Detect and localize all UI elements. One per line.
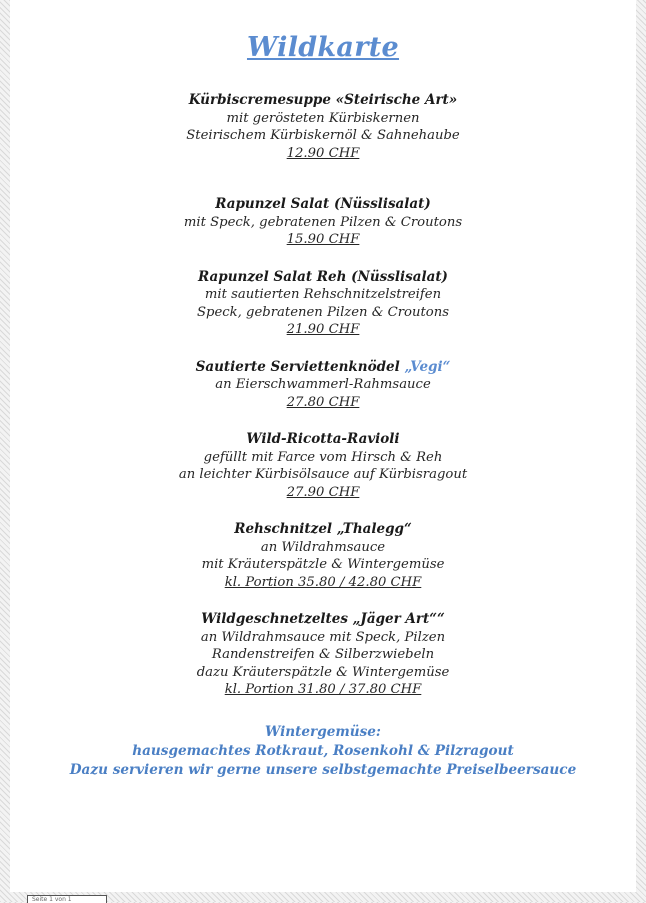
dish-item <box>10 92 636 162</box>
dish-item <box>10 269 636 339</box>
dish-name: Wildgeschnetzeltes „Jäger Art““ <box>201 611 445 627</box>
dish-description: Speck, gebratenen Pilzen & Croutons <box>197 304 449 320</box>
dish-description: an Wildrahmsauce <box>260 539 386 555</box>
dish-price: 27.80 CHF <box>286 394 360 410</box>
dish-list <box>10 92 636 780</box>
sauce-note: Dazu servieren wir gerne unsere selbstgemachte Preiselbeersauce <box>69 761 577 778</box>
dish-description: mit gerösteten Kürbiskernen <box>226 110 420 126</box>
dish-description: Steirischem Kürbiskernöl & Sahnehaube <box>186 128 460 143</box>
dish-name: Rapunzel Salat (Nüsslisalat) <box>215 196 431 212</box>
dish-item <box>10 359 636 412</box>
dish-item <box>10 611 636 699</box>
vegi-badge: „Vegi“ <box>404 358 451 375</box>
dish-description: mit sautierten Rehschnitzelstreifen <box>204 287 442 302</box>
dish-item <box>10 521 636 591</box>
dish-price: kl. Portion 31.80 / 37.80 CHF <box>224 682 422 697</box>
side-dish-list: hausgemachtes Rotkraut, Rosenkohl & Pilzragout <box>132 742 514 759</box>
dish-item <box>10 196 636 249</box>
dish-description: Randenstreifen & Silberzwiebeln <box>211 647 435 662</box>
dish-price: 21.90 CHF <box>286 322 360 337</box>
menu-page <box>10 0 636 892</box>
dish-name: Rapunzel Salat Reh (Nüsslisalat) <box>198 268 448 285</box>
dish-name <box>10 359 636 377</box>
dish-name: Wild-Ricotta-Ravioli <box>246 431 400 447</box>
dish-description: dazu Kräuterspätzle & Wintergemüse <box>196 664 450 680</box>
menu-title: Wildkarte <box>246 32 400 63</box>
dish-description: mit Speck, gebratenen Pilzen & Croutons <box>183 214 463 230</box>
dish-name-text: Sautierte Serviettenknödel <box>195 358 400 375</box>
dish-description: gefüllt mit Farce vom Hirsch & Reh <box>203 449 443 465</box>
dish-description: an Eierschwammerl-Rahmsauce <box>215 377 431 392</box>
dish-price: kl. Portion 35.80 / 42.80 CHF <box>224 574 422 590</box>
dish-description: mit Kräuterspätzle & Wintergemüse <box>201 557 445 572</box>
page-indicator-tab[interactable]: Seite 1 von 1 <box>27 895 107 903</box>
side-dish-note <box>10 723 636 780</box>
dish-price: 27.90 CHF <box>286 484 360 500</box>
side-dish-heading: Wintergemüse: <box>265 723 381 740</box>
dish-description: an leichter Kürbisölsauce auf Kürbisragout <box>178 467 468 482</box>
dish-name: Kürbiscremesuppe «Steirische Art» <box>188 92 458 108</box>
dish-item <box>10 431 636 501</box>
dish-name: Rehschnitzel „Thalegg“ <box>234 521 412 537</box>
dish-price: 12.90 CHF <box>286 145 360 161</box>
dish-price: 15.90 CHF <box>286 232 360 247</box>
dish-description: an Wildrahmsauce mit Speck, Pilzen <box>200 629 446 645</box>
